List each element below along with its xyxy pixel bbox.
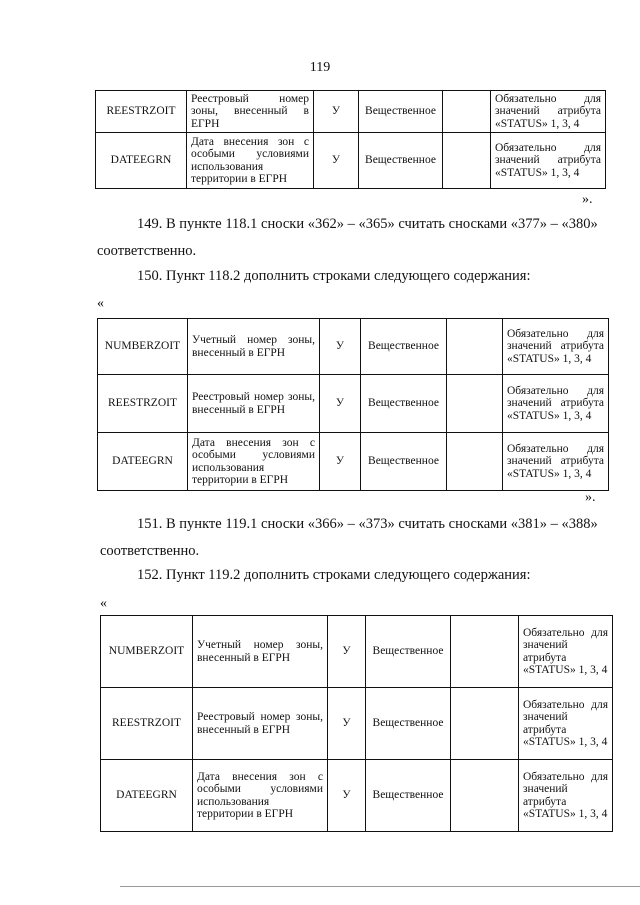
attribute-type: Вещественное [359,133,443,189]
attribute-note: Обязательно для значений атрибута «STATUS» 1, 3, 4 [503,433,609,491]
attribute-type: Вещественное [361,433,447,491]
attribute-table-2 [97,318,609,491]
attribute-description: Реестровый номер зоны, внесенный в ЕГРН [187,91,314,133]
attribute-note: Обязательно для значений атрибута «STATUS» 1, 3, 4 [503,319,609,375]
paragraph-149-line2: соответственно. [97,243,197,259]
attribute-code: REESTRZOIT [98,375,188,433]
attribute-code: DATEEGRN [98,433,188,491]
attribute-note: Обязательно для значений атрибута «STATUS» 1, 3, 4 [491,91,606,133]
attribute-code: NUMBERZOIT [101,616,193,688]
empty-cell [451,760,519,832]
attribute-note: Обязательно для значений атрибута «STATUS» 1, 3, 4 [519,760,613,832]
attribute-type: Вещественное [366,688,451,760]
attribute-description: Реестровый номер зоны, внесенный в ЕГРН [193,688,328,760]
table-row [101,688,613,760]
attribute-code: NUMBERZOIT [98,319,188,375]
page-number: 119 [309,60,331,75]
closing-quote: ». [585,490,596,505]
table-row [98,433,609,491]
paragraph-152: 152. Пункт 119.2 дополнить строками следующего содержания: [137,567,531,583]
attribute-note: Обязательно для значений атрибута «STATUS» 1, 3, 4 [503,375,609,433]
attribute-code: DATEEGRN [101,760,193,832]
closing-quote: ». [582,192,593,207]
attribute-requirement: У [320,375,361,433]
table-row [101,760,613,832]
attribute-requirement: У [328,688,366,760]
attribute-code: REESTRZOIT [96,91,187,133]
attribute-description: Учетный номер зоны, внесенный в ЕГРН [193,616,328,688]
attribute-table-1 [95,90,606,189]
attribute-description: Дата внесения зон с особыми условиями использования территории в ЕГРН [187,133,314,189]
opening-quote: « [97,296,104,311]
empty-cell [451,616,519,688]
paragraph-151-line2: соответственно. [100,543,200,559]
attribute-requirement: У [314,133,359,189]
attribute-type: Вещественное [359,91,443,133]
attribute-type: Вещественное [361,375,447,433]
table-row [98,375,609,433]
attribute-note: Обязательно для значений атрибута «STATUS» 1, 3, 4 [491,133,606,189]
attribute-description: Учетный номер зоны, внесенный в ЕГРН [188,319,320,375]
attribute-type: Вещественное [366,760,451,832]
paragraph-151-line1: 151. В пункте 119.1 сноски «366» – «373» считать сносками «381» – «388» [137,516,598,532]
bottom-divider [120,886,640,887]
attribute-type: Вещественное [361,319,447,375]
attribute-description: Реестровый номер зоны, внесенный в ЕГРН [188,375,320,433]
empty-cell [443,91,491,133]
attribute-description: Дата внесения зон с особыми условиями использования территории в ЕГРН [188,433,320,491]
empty-cell [443,133,491,189]
table-row [96,133,606,189]
attribute-table-3 [100,615,613,832]
attribute-type: Вещественное [366,616,451,688]
opening-quote: « [100,596,107,611]
paragraph-149-line1: 149. В пункте 118.1 сноски «362» – «365» считать сносками «377» – «380» [137,216,598,232]
attribute-requirement: У [314,91,359,133]
empty-cell [447,375,503,433]
table-row [96,91,606,133]
attribute-requirement: У [328,760,366,832]
table-row [101,616,613,688]
attribute-requirement: У [328,616,366,688]
attribute-note: Обязательно для значений атрибута «STATUS» 1, 3, 4 [519,616,613,688]
paragraph-150: 150. Пункт 118.2 дополнить строками следующего содержания: [137,268,531,284]
empty-cell [451,688,519,760]
empty-cell [447,319,503,375]
attribute-requirement: У [320,433,361,491]
attribute-code: DATEEGRN [96,133,187,189]
attribute-description: Дата внесения зон с особыми условиями использования территории в ЕГРН [193,760,328,832]
attribute-requirement: У [320,319,361,375]
empty-cell [447,433,503,491]
attribute-note: Обязательно для значений атрибута «STATUS» 1, 3, 4 [519,688,613,760]
attribute-code: REESTRZOIT [101,688,193,760]
table-row [98,319,609,375]
